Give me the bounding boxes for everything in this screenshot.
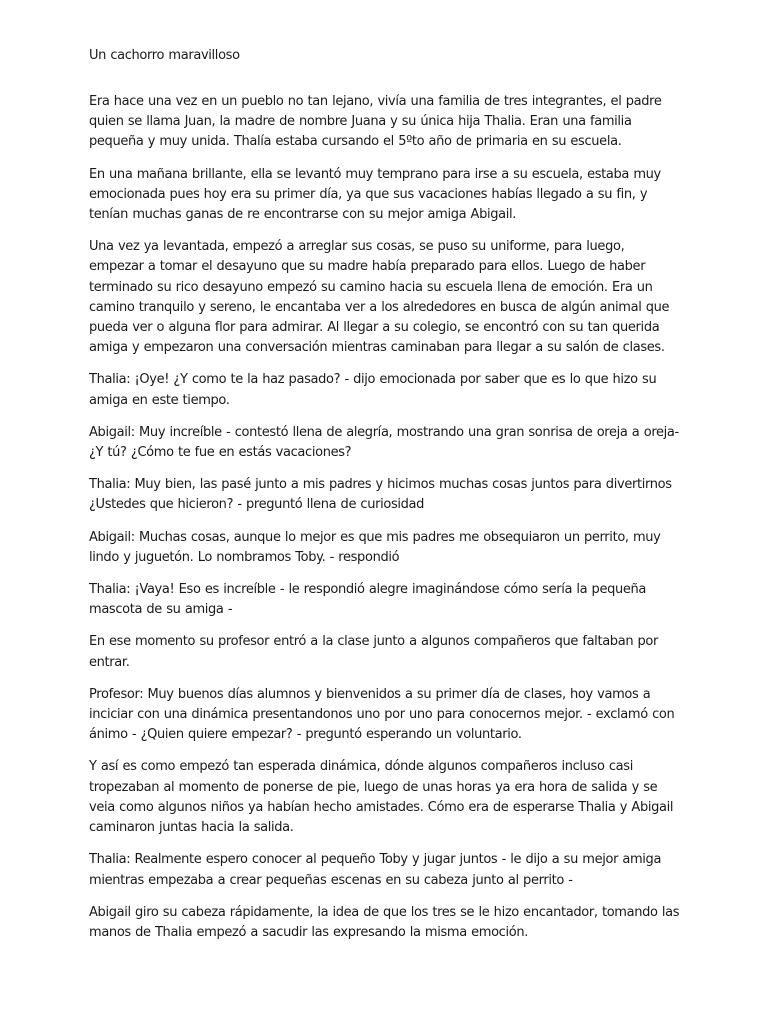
paragraph-7: Abigail: Muchas cosas, aunque lo mejor es que mis padres me obsequiaron un perrito, muy lindo y juguetón. Lo nombramos Toby. - respondió — [89, 529, 661, 565]
paragraph-11: Y así es como empezó tan esperada dinámica, dónde algunos compañeros incluso casi tropezaban al momento de ponerse de pie, luego de unas horas ya era hora de salida y se veia como algunos niños ya habían hecho amistades. Cómo era de esperarse Thalia y Abigail caminaron juntas hacia la salida. — [89, 759, 674, 836]
document-title: Un cachorro maravilloso — [89, 48, 240, 63]
paragraph-3: Una vez ya levantada, empezó a arreglar sus cosas, se puso su uniforme, para luego, empezar a tomar el desayuno que su madre había preparado para ellos. Luego de haber terminado su rico desayuno empezó su camino hacia su escuela llena de emoción. Era un camino tranquilo y sereno, le encantaba ver a los alrededores en busca de algún animal que pueda ver o alguna flor para admirar. Al llegar a su colegio, se encontró con su tan querida amiga y empezaron una conversación mientras caminaban para llegar a su salón de clases. — [89, 239, 670, 356]
paragraph-13: Abigail giro su cabeza rápidamente, la idea de que los tres se le hizo encantador, tomando las manos de Thalia empezó a sacudir las expresando la misma emoción. — [89, 904, 680, 940]
paragraph-8: Thalia: ¡Vaya! Eso es increíble - le respondió alegre imaginándose cómo sería la pequeña mascota de su amiga - — [89, 582, 647, 618]
paragraph-1: Era hace una vez en un pueblo no tan lejano, vivía una familia de tres integrantes, el padre quien se llama Juan, la madre de nombre Juana y su única hija Thalia. Eran una familia pequeña y muy unida. Thalía estaba cursando el 5ºto año de primaria en su escuela. — [89, 94, 662, 150]
paragraph-10: Profesor: Muy buenos días alumnos y bienvenidos a su primer día de clases, hoy vamos a inciciar con una dinámica presentandonos uno por uno para conocernos mejor. - exclamó con ánimo - ¿Quien quiere empezar? - preguntó esperando un voluntario. — [89, 686, 675, 743]
paragraph-6: Thalia: Muy bien, las pasé junto a mis padres y hicimos muchas cosas juntos para divertirnos ¿Ustedes que hicieron? - preguntó llena de curiosidad — [89, 477, 672, 513]
paragraph-5: Abigail: Muy increíble - contestó llena de alegría, mostrando una gran sonrisa de oreja a oreja- ¿Y tú? ¿Cómo te fue en estás vacaciones? — [89, 424, 679, 461]
paragraph-2: En una mañana brillante, ella se levantó muy temprano para irse a su escuela, estaba muy emocionada pues hoy era su primer día, ya que sus vacaciones habías llegado a su fin, y tenían muchas ganas de re encontrarse con su mejor amiga Abigail. — [89, 166, 661, 223]
document-page — [89, 46, 681, 955]
paragraph-4: Thalia: ¡Oye! ¿Y como te la haz pasado? - dijo emocionada por saber que es lo que hizo su amiga en este tiempo. — [89, 372, 657, 408]
paragraph-12: Thalia: Realmente espero conocer al pequeño Toby y jugar juntos - le dijo a su mejor amiga mientras empezaba a crear pequeñas escenas en su cabeza junto al perrito - — [89, 852, 662, 888]
paragraph-9: En ese momento su profesor entró a la clase junto a algunos compañeros que faltaban por entrar. — [89, 634, 659, 670]
